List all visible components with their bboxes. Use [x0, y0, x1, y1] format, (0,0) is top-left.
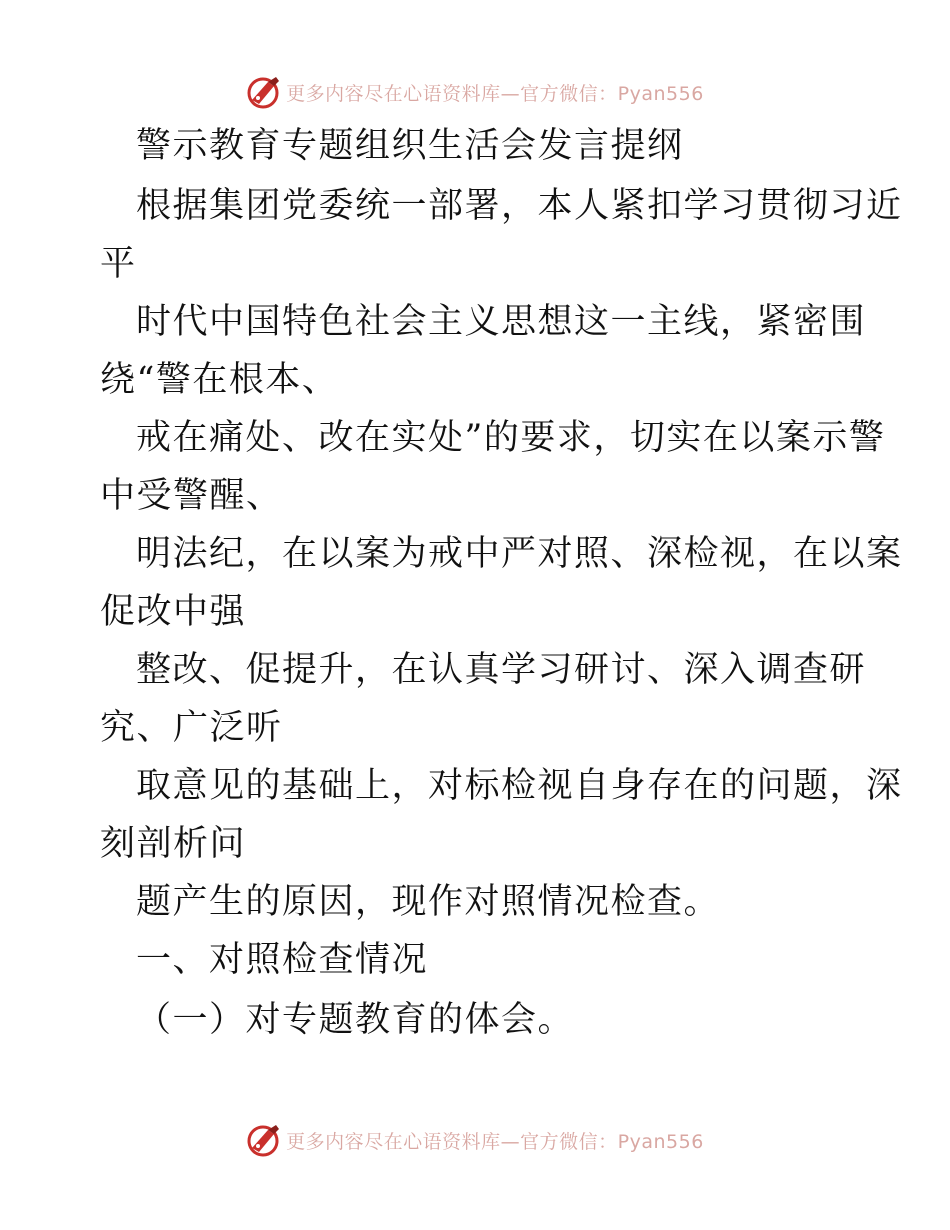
- paragraph-line: 中受警醒、: [100, 476, 283, 516]
- paragraph-line: 促改中强: [100, 592, 247, 632]
- paragraph-line: 时代中国特色社会主义思想这一主线，紧密围: [136, 302, 867, 342]
- paragraph-line: 绕“警在根本、: [100, 360, 339, 400]
- paragraph-line: 取意见的基础上，对标检视自身存在的问题，深: [136, 766, 903, 806]
- paragraph-line: 明法纪，在以案为戒中严对照、深检视，在以案: [136, 534, 903, 574]
- footer-watermark: [0, 1120, 950, 1160]
- paragraph-line: 戒在痛处、改在实处”的要求，切实在以案示警: [136, 418, 886, 458]
- document-title: 警示教育专题组织生活会发言提纲: [136, 126, 684, 166]
- paragraph-line: 题产生的原因，现作对照情况检查。: [136, 882, 721, 922]
- pen-logo-icon: [246, 1122, 282, 1158]
- subsection-heading: （一）对专题教育的体会。: [136, 1000, 575, 1040]
- paragraph-line: 整改、促提升，在认真学习研讨、深入调查研: [136, 650, 867, 690]
- paragraph-line: 刻剖析问: [100, 824, 247, 864]
- watermark-text: 更多内容尽在心语资料库—官方微信：Pyan556: [286, 1130, 704, 1153]
- pen-logo-icon: [246, 74, 282, 110]
- paragraph-line: 根据集团党委统一部署，本人紧扣学习贯彻习近: [136, 186, 903, 226]
- watermark-text: 更多内容尽在心语资料库—官方微信：Pyan556: [286, 82, 704, 105]
- header-watermark: [0, 72, 950, 112]
- paragraph-line: 究、广泛听: [100, 708, 283, 748]
- section-heading: 一、对照检查情况: [136, 940, 429, 980]
- paragraph-line: 平: [100, 244, 137, 284]
